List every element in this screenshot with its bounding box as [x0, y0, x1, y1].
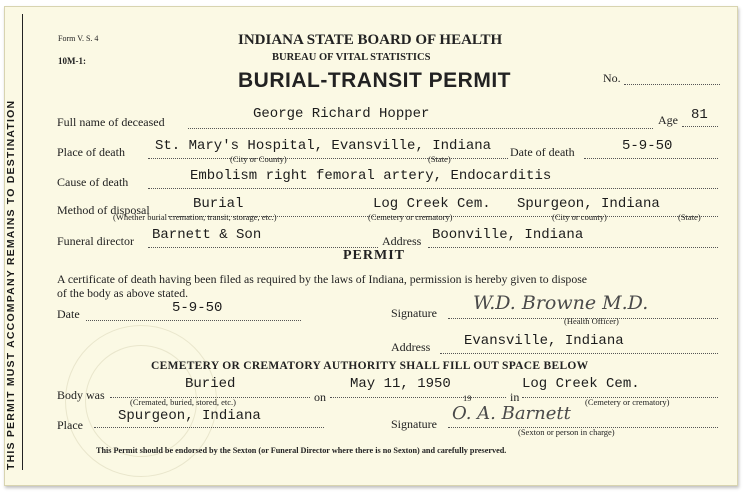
permit-text-line1: A certificate of death having been filed as required by the laws of Indiana, permission is hereby given to dispose — [57, 272, 588, 286]
permit-no-label: No. — [603, 71, 621, 85]
director-address-line — [428, 247, 718, 248]
permit-address-value: Evansville, Indiana — [464, 333, 624, 349]
permit-title: BURIAL-TRANSIT PERMIT — [238, 69, 511, 92]
deceased-label: Full name of deceased — [57, 115, 165, 129]
burial-place-value: Spurgeon, Indiana — [118, 408, 261, 424]
permit-address-label: Address — [391, 340, 431, 354]
director-label: Funeral director — [57, 234, 134, 248]
date-death-line — [584, 158, 718, 159]
place-label: Place — [57, 418, 83, 432]
board-title: INDIANA STATE BOARD OF HEALTH — [238, 32, 503, 48]
permit-text-line2: of the body as above stated. — [57, 286, 189, 300]
disposal-label: Method of disposal — [57, 203, 150, 217]
body-caption: (Cremated, buried, stored, etc.) — [130, 397, 236, 407]
disposal-state-caption: (State) — [678, 212, 701, 222]
body-status-value: Buried — [185, 376, 236, 392]
cause-value: Embolism right femoral artery, Endocarditis — [190, 168, 552, 184]
burial-cemetery-caption: (Cemetery or crematory) — [585, 397, 670, 407]
sexton-signature: O. A. Barnett — [452, 403, 571, 424]
bureau-title: BUREAU OF VITAL STATISTICS — [272, 52, 431, 63]
place-line — [94, 427, 324, 428]
sexton-caption: (Sexton or person in charge) — [518, 427, 615, 437]
side-instruction: THIS PERMIT MUST ACCOMPANY REMAINS TO DESTINATION — [5, 99, 17, 470]
footer-note: This Permit should be endorsed by the Sexton (or Funeral Director where there is no Sexton) and carefully preserved. — [96, 446, 507, 455]
age-label: Age — [658, 113, 678, 127]
disposal-city-caption: (City or county) — [552, 212, 607, 222]
permit-signature-label: Signature — [391, 306, 437, 320]
place-state-caption: (State) — [428, 154, 451, 164]
permit-date-line — [86, 320, 301, 321]
disposal-place: Spurgeon, Indiana — [517, 196, 660, 212]
disposal-cemetery-caption: (Cemetery or crematory) — [368, 212, 453, 222]
permit-date-value: 5-9-50 — [172, 300, 223, 316]
disposal-cemetery: Log Creek Cem. — [373, 196, 491, 212]
cemetery-section-heading: CEMETERY OR CREMATORY AUTHORITY SHALL FILL OUT SPACE BELOW — [151, 360, 589, 372]
permit-heading: PERMIT — [343, 248, 405, 263]
sexton-signature-label: Signature — [391, 417, 437, 431]
burial-cemetery-value: Log Creek Cem. — [522, 376, 640, 392]
health-officer-signature: W.D. Browne M.D. — [473, 292, 649, 314]
cause-line — [148, 188, 718, 189]
on-line — [330, 397, 506, 398]
form-code: 10M-1: — [58, 56, 86, 66]
place-death-value: St. Mary's Hospital, Evansville, Indiana — [155, 138, 492, 154]
place-death-line — [148, 158, 508, 159]
health-officer-caption: (Health Officer) — [564, 316, 619, 326]
date-death-value: 5-9-50 — [622, 138, 673, 154]
permit-address-line — [440, 353, 718, 354]
deceased-name: George Richard Hopper — [253, 106, 430, 122]
body-label: Body was — [57, 388, 105, 402]
permit-date-label: Date — [57, 307, 80, 321]
burial-date-value: May 11, 1950 — [350, 376, 451, 392]
age-value: 81 — [691, 107, 708, 123]
director-value: Barnett & Son — [152, 227, 262, 243]
age-line — [682, 126, 718, 127]
year-prefix: 19 — [463, 393, 472, 403]
director-address-value: Boonville, Indiana — [432, 227, 584, 243]
disposal-value: Burial — [193, 196, 244, 212]
side-rule — [22, 14, 23, 470]
on-label: on — [314, 390, 326, 404]
place-city-caption: (City or County) — [230, 154, 287, 164]
disposal-caption: (Whether burial cremation, transit, storage, etc.) — [113, 212, 277, 222]
cause-label: Cause of death — [57, 175, 129, 189]
deceased-line — [188, 128, 653, 129]
director-address-label: Address — [382, 234, 422, 248]
permit-no-line — [624, 84, 720, 85]
date-death-label: Date of death — [510, 145, 575, 159]
place-death-label: Place of death — [57, 145, 125, 159]
form-number: Form V. S. 4 — [58, 34, 99, 43]
in-label: in — [510, 390, 520, 404]
